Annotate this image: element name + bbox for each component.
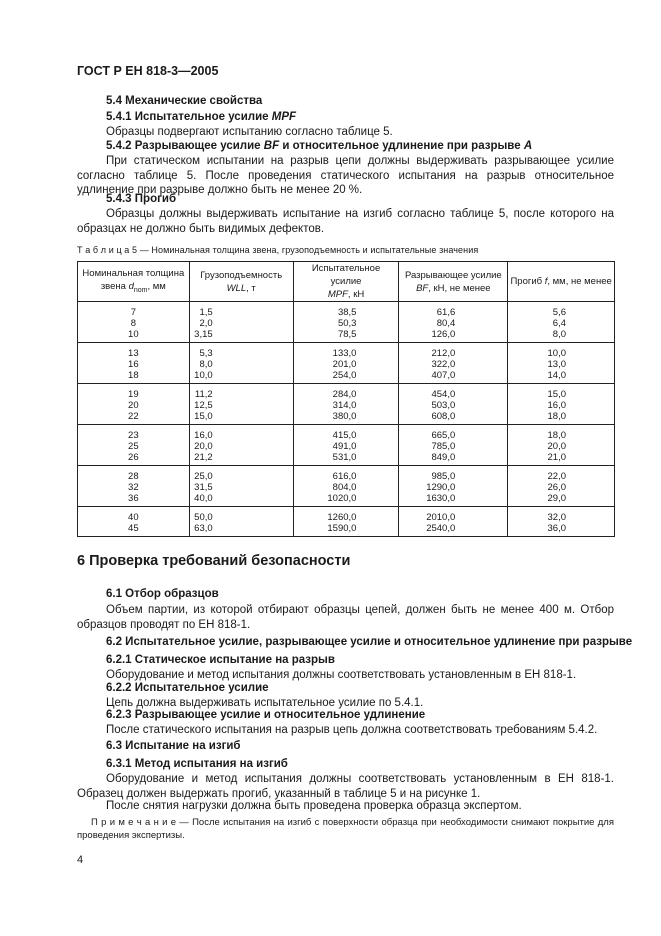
table-value: 5,3 xyxy=(199,348,213,359)
table-value: 531,0 xyxy=(332,452,357,463)
table-value: 322,0 xyxy=(431,359,456,370)
table-value: 11,2 xyxy=(194,389,213,400)
table-value: 1630,0 xyxy=(426,493,456,504)
table-value: 1260,0 xyxy=(327,512,357,523)
table-value: 63,0 xyxy=(194,523,213,534)
table-value: 20 xyxy=(128,400,139,411)
section-6-2-3-title: 6.2.3 Разрывающее усилие и относительное удлинение xyxy=(106,709,426,721)
table-value: 491,0 xyxy=(332,441,357,452)
table-cell-wll xyxy=(189,507,293,537)
table-value: 985,0 xyxy=(431,471,456,482)
table-value: 19 xyxy=(128,389,139,400)
table-value: 2010,0 xyxy=(426,512,456,523)
table-value: 26,0 xyxy=(547,482,566,493)
table-value: 38,5 xyxy=(337,307,357,318)
table-value: 16 xyxy=(128,359,139,370)
table-cell-f xyxy=(508,425,615,466)
table-5 xyxy=(77,261,615,537)
section-5-4-3-title: 5.4.3 Прогиб xyxy=(106,193,177,205)
table-row xyxy=(78,343,615,384)
table-cell-bf xyxy=(399,425,508,466)
page-number: 4 xyxy=(77,854,84,866)
table-cell-d xyxy=(78,507,190,537)
table-value: 126,0 xyxy=(431,329,456,340)
table-value: 22 xyxy=(128,411,139,422)
table-value: 16,0 xyxy=(547,400,566,411)
section-6-2-1-text: Оборудование и метод испытания должны соответствовать установленным в ЕН 818-1. xyxy=(106,669,577,681)
table-value: 32,0 xyxy=(547,512,566,523)
table-value: 616,0 xyxy=(332,471,357,482)
table-value: 7 xyxy=(130,307,136,318)
table-cell-wll xyxy=(189,384,293,425)
table-value: 80,4 xyxy=(436,318,456,329)
table-value: 10,0 xyxy=(194,370,213,381)
section-6-3-1-text: Оборудование и метод испытания должны соответствовать установленным в ЕН 818-1. Образец должен выдержать прогиб, указанный в таблице 5 и на рисунке 1. xyxy=(77,773,614,800)
table-value: 133,0 xyxy=(332,348,357,359)
col-header-mpf: Испытательное усилие MPF, кН xyxy=(293,262,399,302)
table-cell-d xyxy=(78,425,190,466)
table-value: 31,5 xyxy=(194,482,213,493)
table-value: 18 xyxy=(128,370,139,381)
section-6-2-3-text: После статического испытания на разрыв цепь должна соответствовать требованиям 5.4.2. xyxy=(106,724,598,736)
table-value: 36 xyxy=(128,493,139,504)
table-value: 314,0 xyxy=(332,400,357,411)
table-value: 212,0 xyxy=(431,348,456,359)
table-value: 25 xyxy=(128,441,139,452)
table-value: 15,0 xyxy=(194,411,213,422)
section-6-2-2-title: 6.2.2 Испытательное усилие xyxy=(106,682,269,694)
table-cell-mpf xyxy=(293,302,399,343)
table-value: 2540,0 xyxy=(426,523,456,534)
table-value: 1290,0 xyxy=(426,482,456,493)
table-value: 1020,0 xyxy=(327,493,357,504)
section-6-3-title: 6.3 Испытание на изгиб xyxy=(106,740,241,752)
table-cell-wll xyxy=(189,343,293,384)
table-value: 454,0 xyxy=(431,389,456,400)
table-value: 3,15 xyxy=(194,329,213,340)
table-value: 21,0 xyxy=(547,452,566,463)
table-value: 13 xyxy=(128,348,139,359)
table-cell-f xyxy=(508,466,615,507)
table-5-caption: Т а б л и ц а 5 — Номинальная толщина звена, грузоподъемность и испытательные значения xyxy=(77,245,479,255)
table-value: 50,3 xyxy=(337,318,357,329)
table-cell-mpf xyxy=(293,384,399,425)
table-value: 380,0 xyxy=(332,411,357,422)
table-value: 40,0 xyxy=(194,493,213,504)
section-5-4-1-text: Образцы подвергают испытанию согласно таблице 5. xyxy=(106,126,393,138)
table-body xyxy=(78,302,615,537)
table-value: 36,0 xyxy=(547,523,566,534)
table-value: 26 xyxy=(128,452,139,463)
table-value: 13,0 xyxy=(547,359,566,370)
table-value: 8 xyxy=(130,318,136,329)
table-value: 1,5 xyxy=(199,307,213,318)
table-value: 61,6 xyxy=(436,307,456,318)
table-cell-d xyxy=(78,384,190,425)
section-5-4-1-title: 5.4.1 Испытательное усилие MPF xyxy=(106,111,297,123)
table-value: 14,0 xyxy=(547,370,566,381)
table-value: 503,0 xyxy=(431,400,456,411)
table-value: 785,0 xyxy=(431,441,456,452)
table-header-row xyxy=(78,262,615,302)
section-6-2-title: 6.2 Испытательное усилие, разрывающее усилие и относительное удлинение при разрыве xyxy=(106,636,633,648)
table-cell-d xyxy=(78,302,190,343)
table-value: 5,6 xyxy=(552,307,566,318)
table-row xyxy=(78,425,615,466)
table-value: 849,0 xyxy=(431,452,456,463)
section-5-4-3-text: Образцы должны выдерживать испытание на изгиб согласно таблице 5, после которого на образцах не должно быть видимых дефектов. xyxy=(77,208,614,235)
col-header-wll: Грузоподъемность WLL, т xyxy=(189,262,293,302)
table-cell-mpf xyxy=(293,507,399,537)
table-value: 1590,0 xyxy=(327,523,357,534)
section-6-2-2-text: Цепь должна выдерживать испытательное усилие по 5.4.1. xyxy=(106,697,424,709)
section-5-4-2-text: При статическом испытании на разрыв цепи должны выдерживать разрывающее усилие согласно таблице 5. После проведения статического испытания на разрыв относительное удлинение при разрыве должно быть не менее 20 %. xyxy=(77,155,614,196)
table-row xyxy=(78,302,615,343)
table-row xyxy=(78,466,615,507)
table-value: 40 xyxy=(128,512,139,523)
table-value: 415,0 xyxy=(332,430,357,441)
table-value: 78,5 xyxy=(337,329,357,340)
table-value: 2,0 xyxy=(199,318,213,329)
col-header-deflection: Прогиб f, мм, не менее xyxy=(508,262,615,302)
table-value: 29,0 xyxy=(547,493,566,504)
table-value: 45 xyxy=(128,523,139,534)
table-value: 10 xyxy=(128,329,139,340)
table-cell-mpf xyxy=(293,343,399,384)
section-6-title: 6 Проверка требований безопасности xyxy=(77,553,351,569)
table-cell-f xyxy=(508,384,615,425)
table-cell-bf xyxy=(399,507,508,537)
table-value: 201,0 xyxy=(332,359,357,370)
table-value: 21,2 xyxy=(194,452,213,463)
table-cell-f xyxy=(508,343,615,384)
section-6-3-1-text-2: После снятия нагрузки должна быть проведена проверка образца экспертом. xyxy=(106,800,522,812)
table-value: 804,0 xyxy=(332,482,357,493)
table-value: 284,0 xyxy=(332,389,357,400)
table-cell-bf xyxy=(399,302,508,343)
table-value: 12,5 xyxy=(194,400,213,411)
table-value: 18,0 xyxy=(547,430,566,441)
table-cell-mpf xyxy=(293,425,399,466)
document-header: ГОСТ Р ЕН 818-3—2005 xyxy=(77,64,219,78)
table-cell-mpf xyxy=(293,466,399,507)
table-value: 18,0 xyxy=(547,411,566,422)
table-cell-bf xyxy=(399,466,508,507)
table-value: 608,0 xyxy=(431,411,456,422)
note: П р и м е ч а н и е — После испытания на изгиб с поверхности образца при необходимости снимают покрытие для проведения экспертизы. xyxy=(77,817,614,841)
table-value: 28 xyxy=(128,471,139,482)
table-cell-f xyxy=(508,302,615,343)
section-5-4-2-title: 5.4.2 Разрывающее усилие BF и относительное удлинение при разрыве A xyxy=(106,140,533,152)
table-cell-bf xyxy=(399,384,508,425)
col-header-bf: Разрывающее усилие BF, кН, не менее xyxy=(399,262,508,302)
table-value: 8,0 xyxy=(199,359,213,370)
section-6-3-1-title: 6.3.1 Метод испытания на изгиб xyxy=(106,758,288,770)
table-value: 16,0 xyxy=(194,430,213,441)
section-5-4-title: 5.4 Механические свойства xyxy=(106,95,263,107)
table-cell-wll xyxy=(189,466,293,507)
table-cell-f xyxy=(508,507,615,537)
table-cell-wll xyxy=(189,425,293,466)
table-value: 20,0 xyxy=(547,441,566,452)
table-cell-bf xyxy=(399,343,508,384)
table-value: 32 xyxy=(128,482,139,493)
table-value: 15,0 xyxy=(547,389,566,400)
section-6-1-text: Объем партии, из которой отбирают образцы цепей, должен быть не менее 400 м. Отбор образцов проводят по ЕН 818-1. xyxy=(77,604,614,631)
table-value: 10,0 xyxy=(547,348,566,359)
table-value: 407,0 xyxy=(431,370,456,381)
table-value: 50,0 xyxy=(194,512,213,523)
table-value: 254,0 xyxy=(332,370,357,381)
section-6-1-title: 6.1 Отбор образцов xyxy=(106,588,219,600)
table-cell-d xyxy=(78,343,190,384)
table-cell-d xyxy=(78,466,190,507)
table-row xyxy=(78,507,615,537)
table-row xyxy=(78,384,615,425)
section-6-2-1-title: 6.2.1 Статическое испытание на разрыв xyxy=(106,654,335,666)
col-header-thickness: Номинальная толщина звена $d_{nom}$, мм xyxy=(78,262,190,302)
table-value: 20,0 xyxy=(194,441,213,452)
table-value: 25,0 xyxy=(194,471,213,482)
table-value: 6,4 xyxy=(552,318,566,329)
table-value: 665,0 xyxy=(431,430,456,441)
table-value: 8,0 xyxy=(552,329,566,340)
table-value: 22,0 xyxy=(547,471,566,482)
table-cell-wll xyxy=(189,302,293,343)
table-value: 23 xyxy=(128,430,139,441)
